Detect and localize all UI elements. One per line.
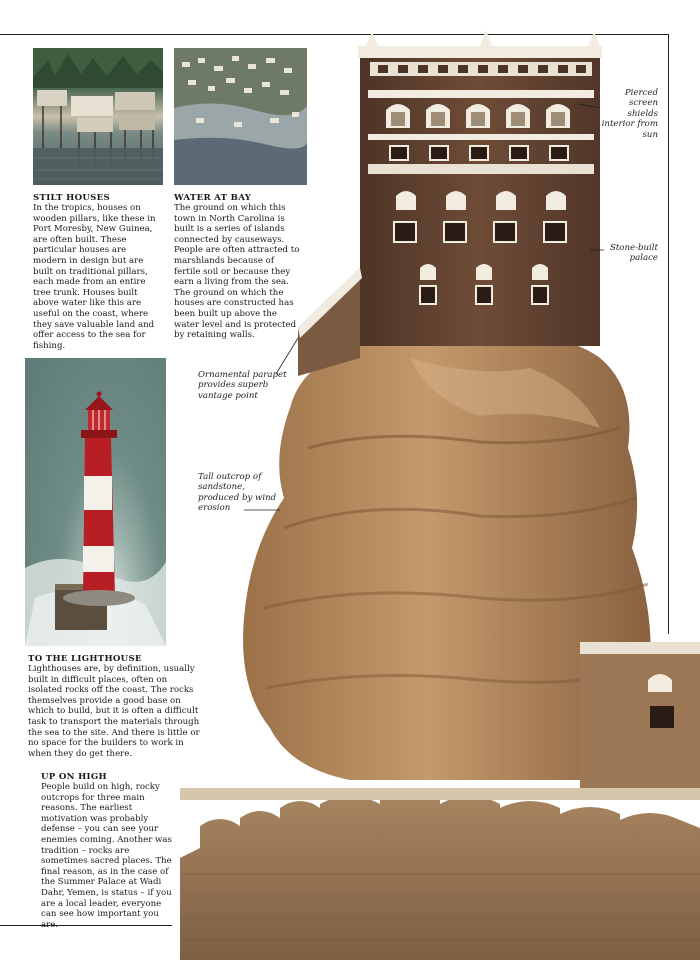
water-at-bay-body: The ground on which this town in North Carolina is built is a series of islands connected by causeways. People are often attracted to marshlands because of fertile soil or because they earn a living from the sea. The ground on which the houses are constructed has been built up above the water level and is protected by retaining walls. — [174, 203, 300, 341]
pierced-screen-annotation: Pierced screen shields interior from sun — [601, 88, 658, 140]
stilt-houses-caption — [33, 193, 161, 351]
lighthouse-caption — [28, 654, 204, 759]
ornamental-parapet-annotation: Ornamental parapet provides superb vantage point — [198, 370, 287, 401]
up-on-high-title: UP ON HIGH — [41, 772, 107, 782]
lighthouse-title: TO THE LIGHTHOUSE — [28, 654, 142, 664]
water-at-bay-title: WATER AT BAY — [174, 193, 252, 203]
lighthouse-body: Lighthouses are, by definition, usually built in difficult places, often on isolated rocks off the coast. The rocks themselves provide a good base on which to build, but it is often a difficult task to transport the materials through the sea to the site. And there is little or no space for the builders to work in when they do get there. — [28, 664, 200, 759]
lighthouse-photo — [25, 358, 166, 646]
sandstone-outcrop-annotation: Tall outcrop of sandstone, produced by wind erosion — [198, 472, 277, 514]
stilt-houses-title: STILT HOUSES — [33, 193, 111, 203]
stilt-houses-body: In the tropics, houses on wooden pillars, like these in Port Moresby, New Guinea, are often built. These particular houses are modern in design but are built on traditional pillars, each made from an entire tree trunk. Houses built above water like this are useful on the coast, where they save valuable land and offer access to the sea for fishing. — [33, 203, 156, 351]
stilt-houses-photo — [33, 48, 163, 185]
up-on-high-body: People build on high, rocky outcrops for three main reasons. The earliest motivation was probably defense – you can see your enemies coming. Another was tradition – rocks are sometimes sacred places. The final reason, as in the case of the Summer Palace at Wadi Dahr, Yemen, is status – if you are a local leader, everyone can see how important you are. — [41, 782, 172, 930]
up-on-high-caption — [41, 772, 173, 930]
stone-built-palace-annotation: Stone-built palace — [609, 243, 658, 264]
